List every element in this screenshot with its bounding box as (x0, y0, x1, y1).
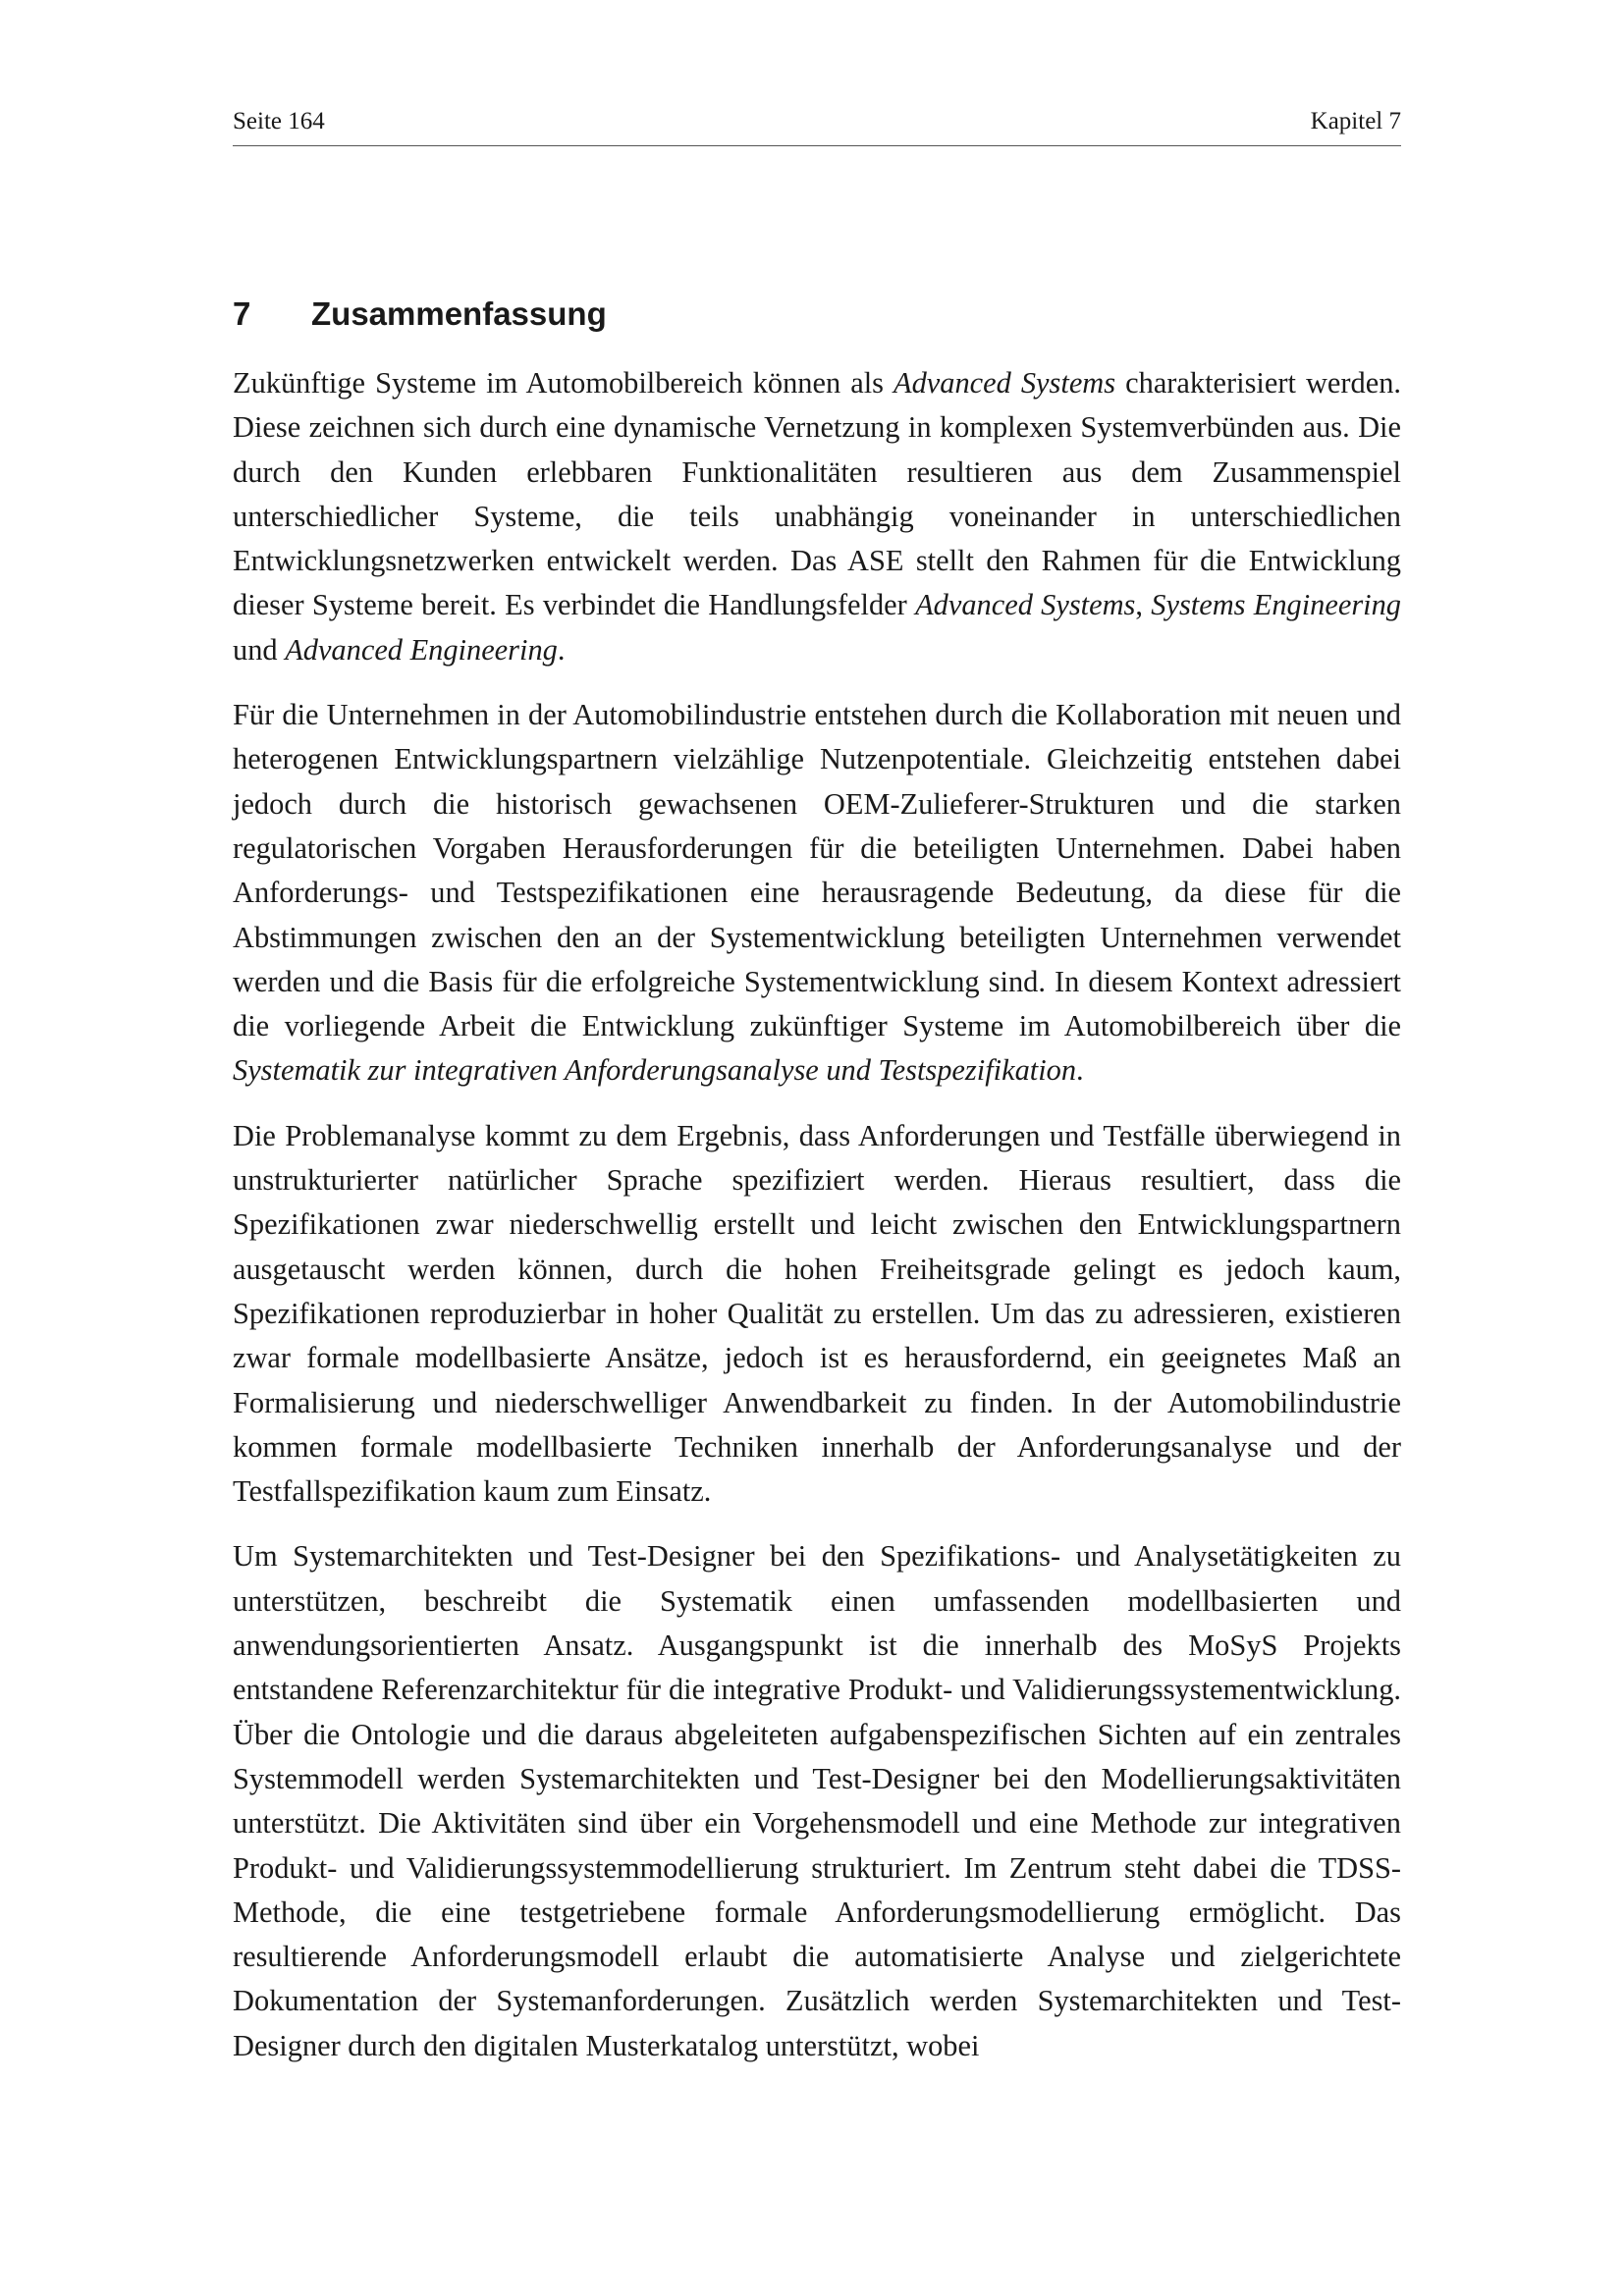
text-run: , (1135, 588, 1152, 622)
text-run: charakterisiert werden. Diese zeichnen sich durch eine dynamische Vernetzung in komplexen Systemverbünden aus. Die durch den Kunden erlebbaren Funktionalitäten resultieren aus dem Zusammenspiel unterschiedlicher Systeme, die teils unabhängig voneinander in unterschiedlichen Entwicklungsnetzwerken entwickelt werden. Das ASE stellt den Rahmen für die Entwicklung dieser Systeme bereit. Es verbindet die Handlungsfelder (233, 366, 1402, 622)
chapter-title: Zusammenfassung (311, 295, 607, 332)
paragraph-3: Die Problemanalyse kommt zu dem Ergebnis, dass Anforderungen und Testfälle überwiegend in unstrukturierter natürlicher Sprache spezifiziert werden. Hieraus resultiert, dass die Spezifikationen zwar niederschwellig erstellt und leicht zwischen den Entwicklungspartnern ausgetauscht werden können, durch die hohen Freiheitsgrade gelingt es jedoch kaum, Spezifikationen reproduzierbar in hoher Qualität zu erstellen. Um das zu adressieren, existieren zwar formale modellbasierte Ansätze, jedoch ist es herausfordernd, ein geeignetes Maß an Formalisierung und niederschwelliger Anwendbarkeit zu finden. In der Automobilindustrie kommen formale modellbasierte Techniken innerhalb der Anforderungsanalyse und der Testfallspezifikation kaum zum Einsatz. (233, 1118, 1401, 1509)
body-text (233, 361, 1401, 2089)
paragraph-4: Um Systemarchitekten und Test-Designer bei den Spezifikations- und Analysetätigkeiten zu unterstützen, beschreibt die Systematik einen umfassenden modellbasierten und anwendungsorientierten Ansatz. Ausgangspunkt ist die innerhalb des MoSyS Projekts entstandene Referenzarchitektur für die integrative Produkt- und Validierungssystementwicklung. Über die Ontologie und die daraus abgeleiteten aufgabenspezifischen Sichten auf ein zentrales Systemmodell werden Systemarchitekten und Test-Designer bei den Modellierungsaktivitäten unterstützt. Die Aktivitäten sind über ein Vorgehensmodell und eine Methode zur integrativen Produkt- und Validierungssystemmodellierung strukturiert. Im Zentrum steht dabei die TDSS-Methode, die eine testgetriebene formale Anforderungsmodellierung ermöglicht. Das resultierende Anforderungsmodell erlaubt die automatisierte Analyse und zielgerichtete Dokumentation der Systemanforderungen. Zusätzlich werden Systemarchitekten und Test-Designer durch den digitalen Musterkatalog unterstützt, wobei (233, 1539, 1401, 2062)
text-run: Zukünftige Systeme im Automobilbereich können als (233, 366, 894, 400)
chapter-number: 7 (233, 295, 251, 332)
italic-term: Advanced Systems (893, 366, 1116, 400)
page-number-label: Seite 164 (233, 108, 325, 134)
paragraph-2 (233, 693, 1401, 1094)
paragraph-1 (233, 361, 1401, 672)
text-run: und (233, 632, 286, 667)
text-run: . (557, 632, 566, 667)
italic-term: Advanced Engineering (285, 632, 558, 667)
running-header (233, 108, 1401, 146)
text-run: Für die Unternehmen in der Automobilindustrie entstehen durch die Kollaboration mit neuen und heterogenen Entwicklungspartnern vielzählige Nutzenpotentiale. Gleichzeitig entstehen dabei jedoch durch die historisch gewachsenen OEM-Zulieferer-Strukturen und die starken regulatorischen Vorgaben Herausforderungen für die beteiligten Unternehmen. Dabei haben Anforderungs- und Testspezifikationen eine herausragende Bedeutung, da diese für die Abstimmungen zwischen den an der Systementwicklung beteiligten Unternehmen verwendet werden und die Basis für die erfolgreiche Systementwicklung sind. In diesem Kontext adressiert die vorliegende Arbeit die Entwicklung zukünftiger Systeme im Automobilbereich über die (233, 698, 1401, 1043)
text-run: . (1076, 1053, 1084, 1088)
italic-term: Systematik zur integrativen Anforderungsanalyse und Testspezifikation (233, 1053, 1077, 1088)
italic-term: Advanced Systems (915, 588, 1136, 622)
chapter-label: Kapitel 7 (1310, 108, 1401, 134)
chapter-heading (233, 294, 607, 334)
italic-term: Systems Engineering (1151, 588, 1401, 622)
